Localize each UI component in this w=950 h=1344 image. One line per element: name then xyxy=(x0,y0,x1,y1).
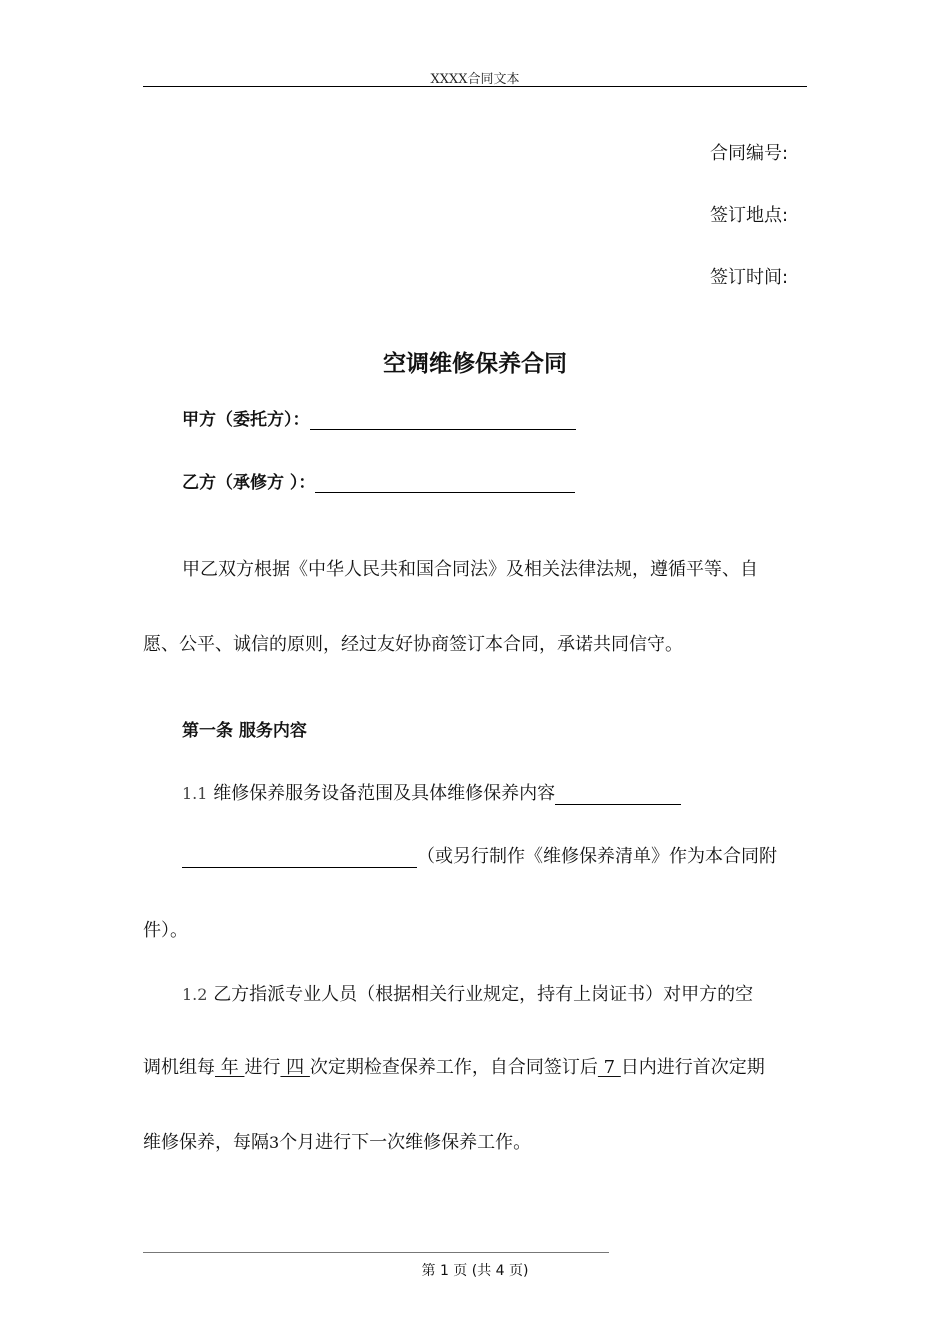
party-a-blank xyxy=(310,409,576,430)
maintenance-period: 年 xyxy=(215,1057,245,1078)
party-b-label: 乙方（承修方 ）： xyxy=(182,473,316,493)
clause-1-2-text-f: 个月进行下一次维修保养工作。 xyxy=(279,1132,532,1153)
clause-1-1-line-1 xyxy=(182,779,681,805)
clause-1-2-line-3 xyxy=(143,1128,531,1154)
party-b-row xyxy=(182,468,575,493)
intro-line-1: 甲乙双方根据《中华人民共和国合同法》及相关法律法规，遵循平等、自 xyxy=(182,559,758,580)
clause-1-2-text-d: 日内进行首次定期 xyxy=(620,1057,765,1078)
party-a-row xyxy=(182,405,576,430)
clause-1-1-blank-a xyxy=(555,784,681,805)
clause-1-1-line-2 xyxy=(182,842,777,868)
intro-line-2: 愿、公平、诚信的原则，经过友好协商签订本合同，承诺共同信守。 xyxy=(143,634,683,655)
sign-place-label: 签订地点: xyxy=(710,205,789,226)
clause-1-1-number: 1.1 xyxy=(182,784,208,803)
first-maintenance-days: 7 xyxy=(597,1057,621,1078)
clause-1-2-number: 1.2 xyxy=(182,985,208,1004)
contract-title: 空调维修保养合同 xyxy=(383,351,567,377)
page-header-text: XXXX合同文本 xyxy=(430,72,520,87)
clause-1-1-cont: （或另行制作《维修保养清单》作为本合同附 xyxy=(417,846,777,867)
article-1-heading: 第一条 服务内容 xyxy=(182,721,307,741)
footer-rule xyxy=(143,1252,609,1253)
clause-1-2-text-e: 维修保养，每隔 xyxy=(143,1132,269,1153)
page-number: 第 1 页 (共 4 页) xyxy=(421,1263,529,1279)
clause-1-2-text-c: 次定期检查保养工作，自合同签订后 xyxy=(309,1057,598,1078)
clause-1-2-line-1 xyxy=(182,980,753,1006)
header-rule xyxy=(143,86,807,87)
clause-1-1-end: 件）。 xyxy=(143,920,188,941)
maintenance-times: 四 xyxy=(280,1057,310,1078)
clause-1-1-text: 维修保养服务设备范围及具体维修保养内容 xyxy=(213,783,556,804)
maintenance-interval-months: 3 xyxy=(269,1133,280,1152)
party-a-label: 甲方（委托方）： xyxy=(182,410,310,430)
sign-time-label: 签订时间: xyxy=(710,267,789,288)
clause-1-2-text-a: 调机组每 xyxy=(143,1057,215,1078)
clause-1-1-blank-b xyxy=(182,847,417,868)
clause-1-2-text-b: 进行 xyxy=(244,1057,281,1078)
contract-number-label: 合同编号: xyxy=(710,143,789,164)
clause-1-2-text: 乙方指派专业人员（根据相关行业规定，持有上岗证书）对甲方的空 xyxy=(213,984,754,1005)
clause-1-2-line-2 xyxy=(143,1053,765,1079)
party-b-blank xyxy=(315,472,575,493)
